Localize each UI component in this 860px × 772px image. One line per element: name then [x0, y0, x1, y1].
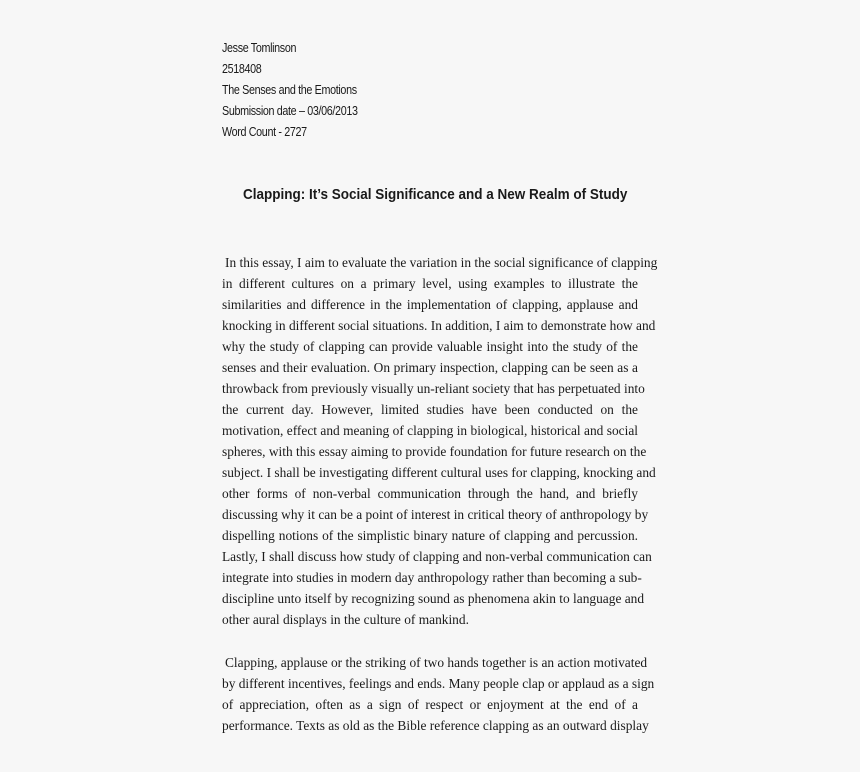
paragraph-line: In this essay, I aim to evaluate the variation in the social significance of clapping [225, 255, 658, 270]
paragraph-line: other aural displays in the culture of mankind. [222, 612, 469, 627]
paragraph-line: dispelling notions of the simplistic binary nature of clapping and percussion. [222, 528, 638, 543]
module-name: The Senses and the Emotions [222, 83, 357, 97]
paragraph-line: knocking in different social situations. In addition, I aim to demonstrate how and [222, 318, 656, 333]
paragraph-line: motivation, effect and meaning of clapping in biological, historical and social [222, 423, 638, 438]
paragraph-line: discussing why it can be a point of interest in critical theory of anthropology by [222, 507, 649, 522]
paragraph-line: throwback from previously visually un-reliant society that has perpetuated into [222, 381, 645, 396]
paragraph-line: spheres, with this essay aiming to provide foundation for future research on the [222, 444, 647, 459]
paragraph-line: discipline unto itself by recognizing sound as phenomena akin to language and [222, 591, 645, 606]
paragraph-line: why the study of clapping can provide valuable insight into the study of the [222, 339, 638, 354]
paragraph-line: Clapping, applause or the striking of two hands together is an action motivated [225, 655, 648, 670]
paragraph-line: performance. Texts as old as the Bible reference clapping as an outward display [222, 718, 649, 733]
paragraph-line: integrate into studies in modern day anthropology rather than becoming a sub- [222, 570, 642, 585]
paragraph-line: Lastly, I shall discuss how study of clapping and non-verbal communication can [222, 549, 652, 564]
paragraph-line: similarities and difference in the implementation of clapping, applause and [222, 297, 638, 312]
paragraph-line: senses and their evaluation. On primary inspection, clapping can be seen as a [222, 360, 638, 375]
student-id: 2518408 [222, 62, 262, 76]
paragraph-line: of appreciation, often as a sign of respect or enjoyment at the end of a [222, 697, 638, 712]
submission-date: Submission date – 03/06/2013 [222, 104, 358, 118]
essay-title: Clapping: It’s Social Significance and a New Realm of Study [243, 186, 628, 203]
paragraph-line: by different incentives, feelings and ends. Many people clap or applaud as a sign [222, 676, 655, 691]
paragraph-line: the current day. However, limited studies have been conducted on the [222, 402, 638, 417]
word-count: Word Count - 2727 [222, 125, 307, 139]
author-name: Jesse Tomlinson [222, 41, 297, 55]
paragraph-2 [222, 652, 655, 736]
paragraph-1 [222, 252, 658, 630]
paragraph-line: other forms of non-verbal communication through the hand, and briefly [222, 486, 638, 501]
document-header [222, 38, 380, 143]
paragraph-line: subject. I shall be investigating different cultural uses for clapping, knocking and [222, 465, 656, 480]
paragraph-line: in different cultures on a primary level, using examples to illustrate the [222, 276, 638, 291]
